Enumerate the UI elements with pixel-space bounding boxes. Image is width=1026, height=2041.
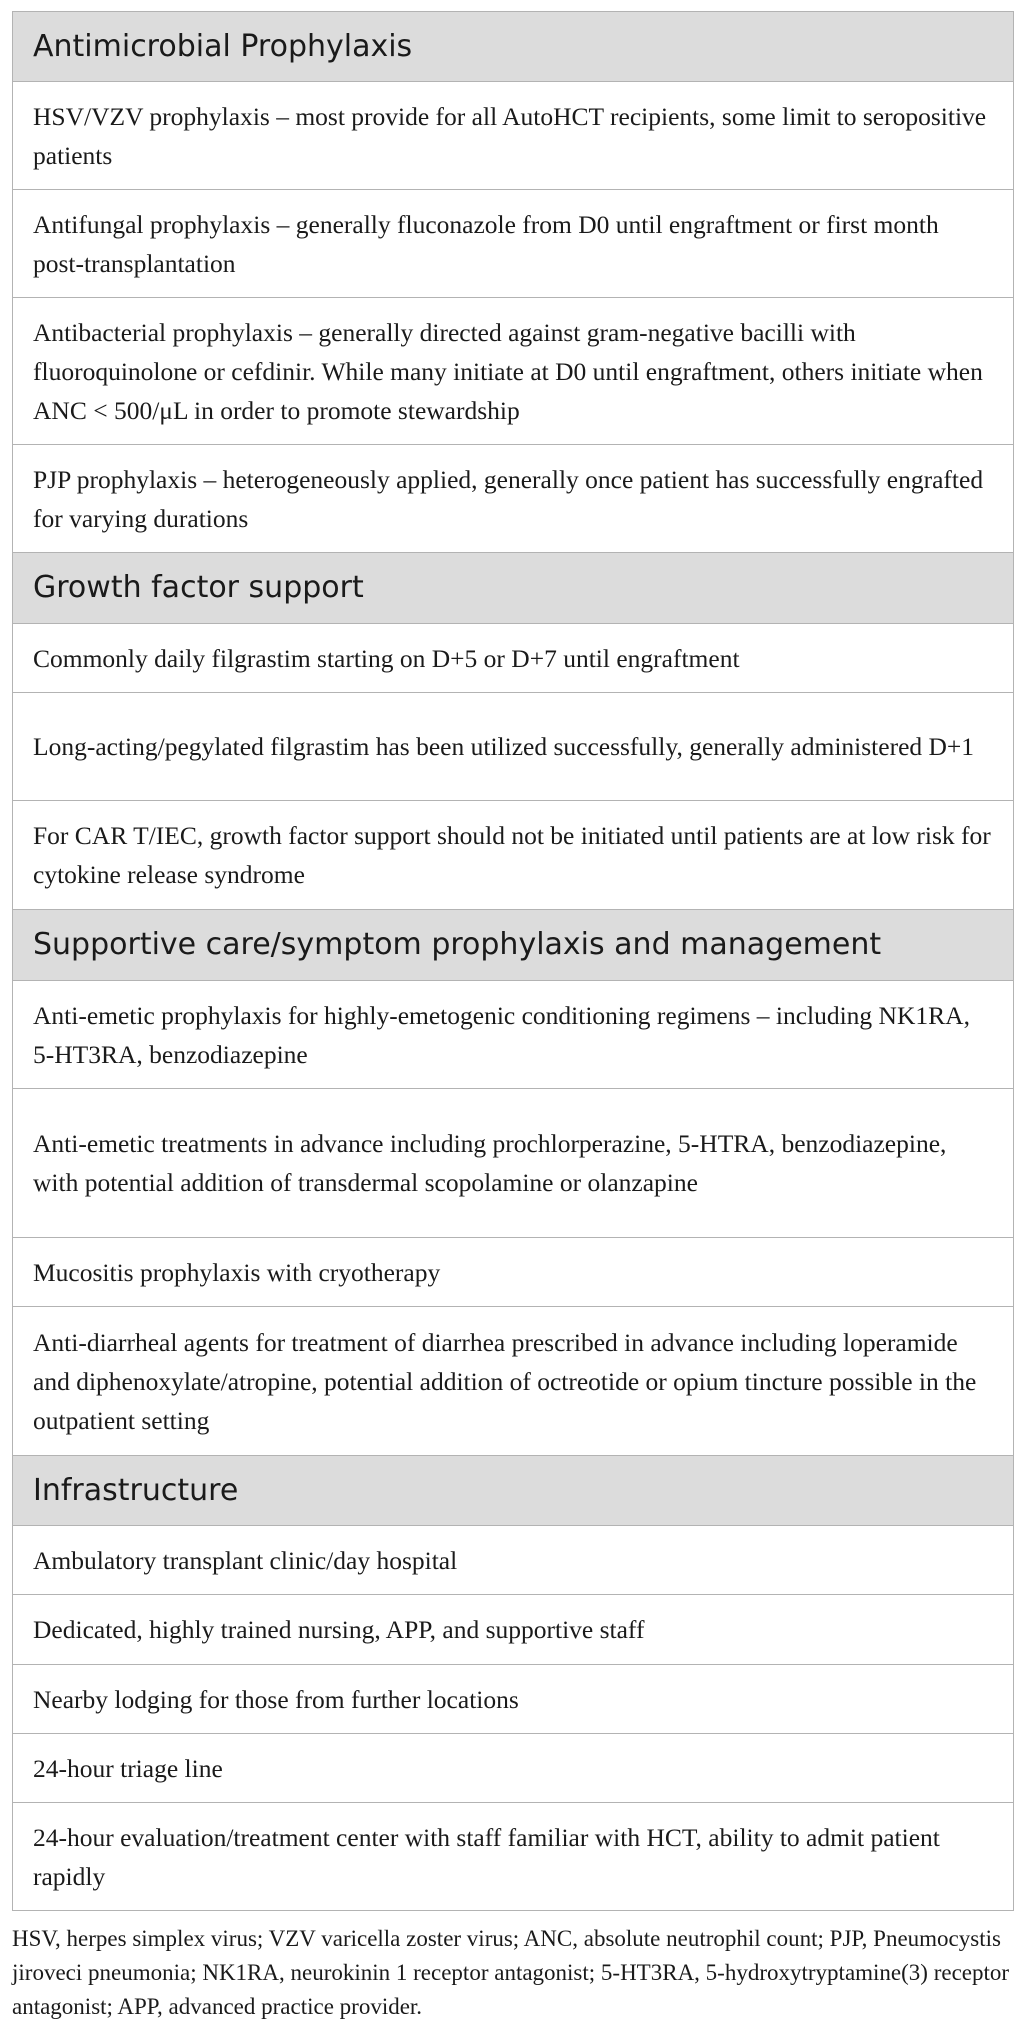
section-title-infrastructure: Infrastructure [13, 1456, 1014, 1526]
table-cell: Antibacterial prophylaxis – generally directed against gram-negative bacilli with fluoroquinolone or cefdinir. While many initiate at D0 until engraftment, others initiate when ANC < 500/μL in order to promote stewardship [13, 298, 1014, 445]
table-cell: Mucositis prophylaxis with cryotherapy [13, 1238, 1014, 1307]
table-row [13, 981, 1014, 1089]
table-cell: HSV/VZV prophylaxis – most provide for all AutoHCT recipients, some limit to seropositive patients [13, 82, 1014, 190]
table-cell: 24-hour triage line [13, 1734, 1014, 1803]
section-header-row [13, 553, 1014, 624]
table-row [13, 298, 1014, 445]
table-row [13, 1089, 1014, 1238]
table-cell: Antifungal prophylaxis – generally fluconazole from D0 until engraftment or first month post-transplantation [13, 190, 1014, 298]
care-components-table [12, 11, 1014, 1911]
table-cell: Nearby lodging for those from further locations [13, 1665, 1014, 1734]
table-cell: 24-hour evaluation/treatment center with staff familiar with HCT, ability to admit patient rapidly [13, 1803, 1014, 1911]
table-row [13, 190, 1014, 298]
table-row [13, 1238, 1014, 1307]
table-row [13, 1595, 1014, 1665]
table-cell: Ambulatory transplant clinic/day hospital [13, 1526, 1014, 1595]
table-row [13, 624, 1014, 693]
table-cell: For CAR T/IEC, growth factor support should not be initiated until patients are at low risk for cytokine release syndrome [13, 801, 1014, 910]
section-title-antimicrobial-prophylaxis: Antimicrobial Prophylaxis [13, 12, 1014, 82]
table-cell: PJP prophylaxis – heterogeneously applied, generally once patient has successfully engrafted for varying durations [13, 445, 1014, 553]
table-row [13, 445, 1014, 553]
section-header-row [13, 1456, 1014, 1526]
table-row [13, 1665, 1014, 1734]
table-row [13, 1307, 1014, 1456]
section-title-growth-factor-support: Growth factor support [13, 553, 1014, 624]
table-cell: Anti-diarrheal agents for treatment of diarrhea prescribed in advance including loperamide and diphenoxylate/atropine, potential addition of octreotide or opium tincture possible in the outpatient setting [13, 1307, 1014, 1456]
table-cell: Commonly daily filgrastim starting on D+5 or D+7 until engraftment [13, 624, 1014, 693]
table-footnote: HSV, herpes simplex virus; VZV varicella zoster virus; ANC, absolute neutrophil count; PJP, Pneumocystis jiroveci pneumonia; NK1RA, neurokinin 1 receptor antagonist; 5-HT3RA, 5-hydroxytryptamine(3) receptor antagonist; APP, advanced practice provider. [12, 1926, 1010, 2019]
section-header-row [13, 12, 1014, 82]
section-title-supportive-care: Supportive care/symptom prophylaxis and management [13, 910, 1014, 981]
table-cell: Anti-emetic treatments in advance including prochlorperazine, 5-HTRA, benzodiazepine, with potential addition of transdermal scopolamine or olanzapine [13, 1089, 1014, 1238]
table-row [13, 82, 1014, 190]
table-row [13, 1526, 1014, 1595]
table-cell: Anti-emetic prophylaxis for highly-emetogenic conditioning regimens – including NK1RA, 5-HT3RA, benzodiazepine [13, 981, 1014, 1089]
table-row [13, 801, 1014, 910]
table-cell: Dedicated, highly trained nursing, APP, and supportive staff [13, 1595, 1014, 1665]
table-cell: Long-acting/pegylated filgrastim has been utilized successfully, generally administered D+1 [13, 693, 1014, 801]
table-row [13, 693, 1014, 801]
table-row [13, 1803, 1014, 1911]
section-header-row [13, 910, 1014, 981]
table-row [13, 1734, 1014, 1803]
